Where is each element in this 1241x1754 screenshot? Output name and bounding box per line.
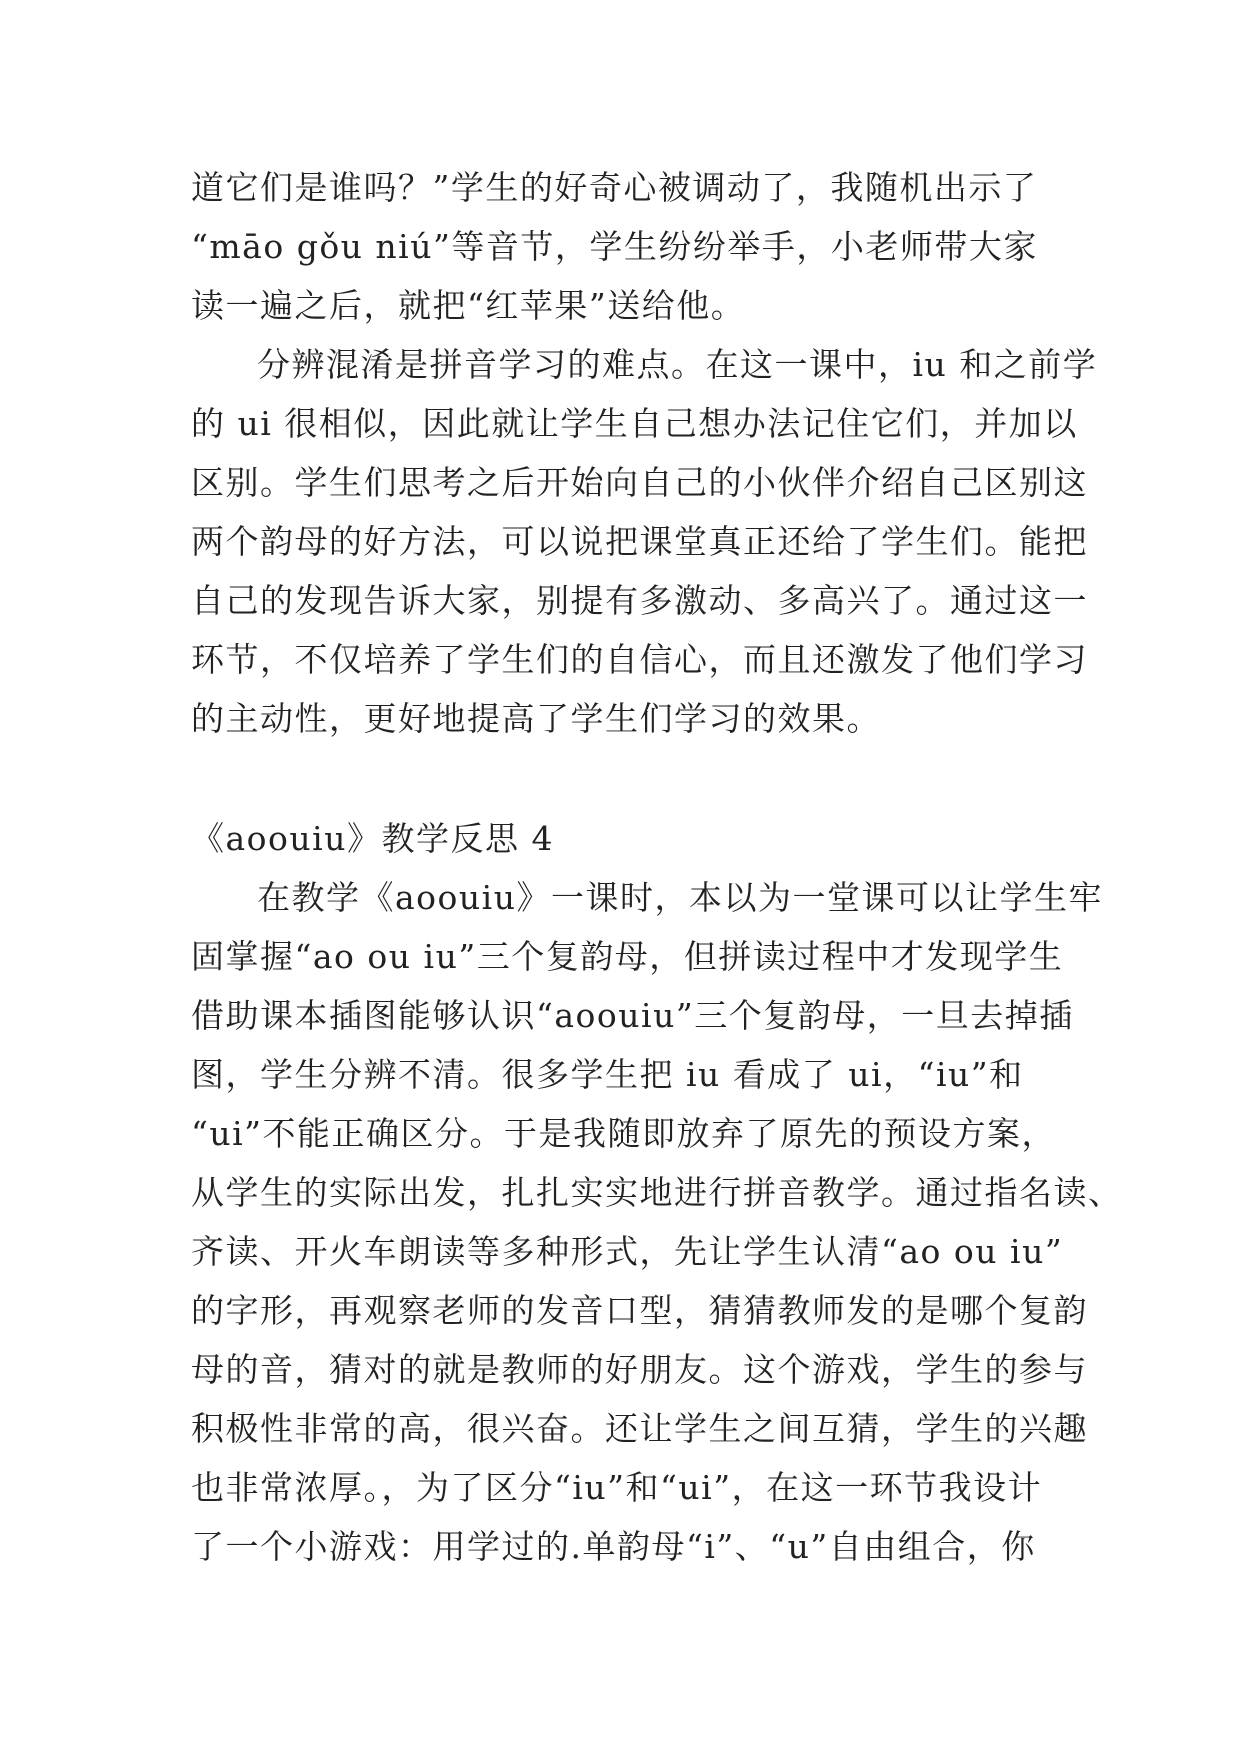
text-line: 在教学《aoouiu》一课时，本以为一堂课可以让学生牢 [257,878,1103,917]
text-line: 也非常浓厚。，为了区分“iu”和“ui”，在这一环节我设计 [191,1468,1043,1507]
text-line: 分辨混淆是拼音学习的难点。在这一课中，iu 和之前学 [257,345,1098,384]
text-line: “ui”不能正确区分。于是我随即放弃了原先的预设方案， [191,1114,1057,1153]
text-line: 母的音，猜对的就是教师的好朋友。这个游戏，学生的参与 [191,1350,1088,1389]
section-heading: 《aoouiu》教学反思 4 [191,819,554,858]
document-page [191,158,1123,1576]
text-line: 区别。学生们思考之后开始向自己的小伙伴介绍自己区别这 [191,463,1088,502]
paragraph-1 [191,158,1091,335]
text-line: 读一遍之后，就把“红苹果”送给他。 [191,286,746,325]
paragraph-3 [191,868,1123,1576]
text-line: 两个韵母的好方法，可以说把课堂真正还给了学生们。能把 [191,522,1088,561]
text-line: 了一个小游戏：用学过的.单韵母“i”、“u”自由组合，你 [191,1527,1036,1566]
text-line: 积极性非常的高，很兴奋。还让学生之间互猜，学生的兴趣 [191,1409,1088,1448]
text-line: 的 ui 很相似，因此就让学生自己想办法记住它们，并加以 [191,404,1078,443]
text-line: 的主动性，更好地提高了学生们学习的效果。 [191,699,881,738]
text-line: 环节，不仅培养了学生们的自信心，而且还激发了他们学习 [191,640,1088,679]
text-line: 图，学生分辨不清。很多学生把 iu 看成了 ui，“iu”和 [191,1055,1024,1094]
text-line: 道它们是谁吗？”学生的好奇心被调动了，我随机出示了 [191,168,1038,207]
text-line: 从学生的实际出发，扎扎实实地进行拼音教学。通过指名读、 [191,1173,1123,1212]
text-line: 的字形，再观察老师的发音口型，猜猜教师发的是哪个复韵 [191,1291,1088,1330]
text-line: 自己的发现告诉大家，别提有多激动、多高兴了。通过这一 [191,581,1088,620]
text-line: 借助课本插图能够认识“aoouiu”三个复韵母，一旦去掉插 [191,996,1074,1035]
text-line: 固掌握“ao ou iu”三个复韵母，但拼读过程中才发现学生 [191,937,1064,976]
paragraph-spacer [191,748,1091,809]
text-line: “māo gǒu niú”等音节，学生纷纷举手，小老师带大家 [191,227,1038,266]
paragraph-2 [191,335,1098,748]
text-line: 齐读、开火车朗读等多种形式，先让学生认清“ao ou iu” [191,1232,1064,1271]
